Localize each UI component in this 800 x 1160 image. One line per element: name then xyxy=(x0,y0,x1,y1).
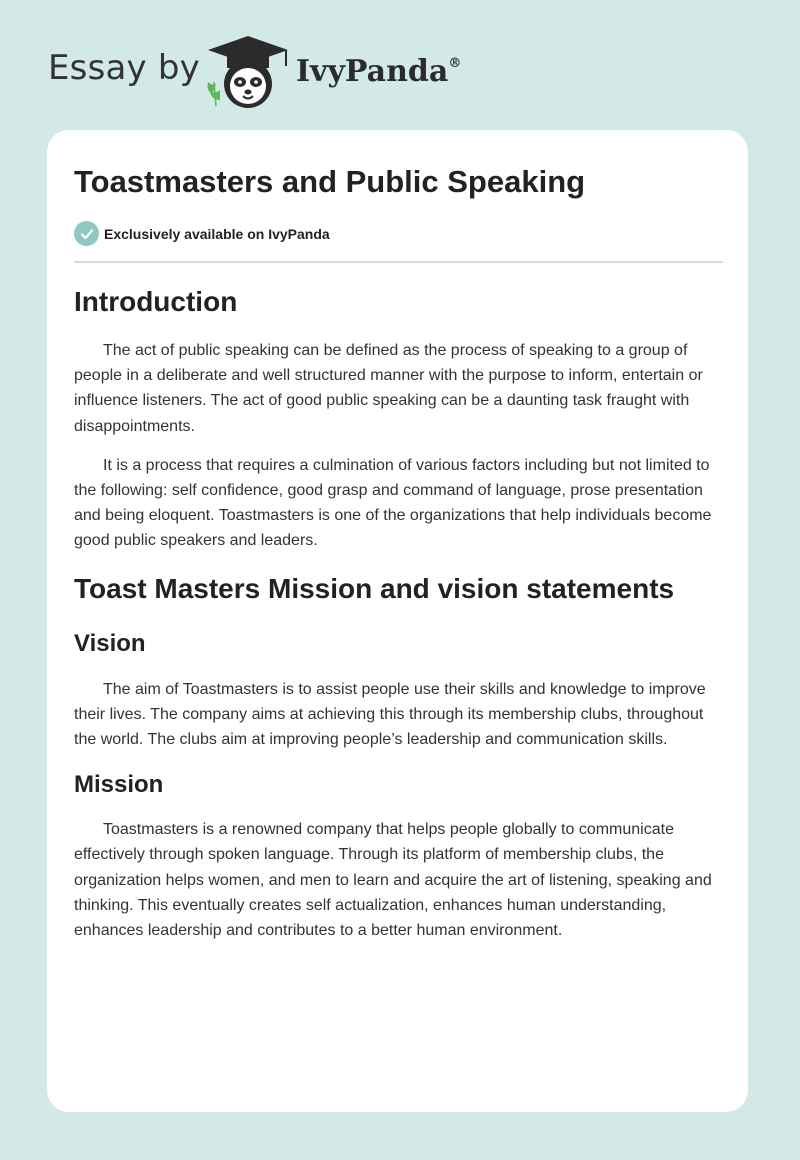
mission-vision-heading: Toast Masters Mission and vision statements xyxy=(74,572,675,604)
vision-paragraph: The aim of Toastmasters is to assist people use their skills and knowledge to improve their lives. The company aims at achieving this through its membership clubs, throughout the world. The clubs aim at improving people’s leadership and communication skills. xyxy=(74,680,706,749)
site-header xyxy=(48,34,748,114)
vision-heading: Vision xyxy=(74,629,146,657)
essay-card xyxy=(47,130,748,1112)
mission-heading: Mission xyxy=(74,771,164,799)
essay-by-label: Essay by xyxy=(48,48,200,88)
intro-paragraph-2: It is a process that requires a culmination of various factors including but not limited to the following: self confidence, good grasp and command of language, prose presentation and being eloquent. Toastmasters is one of the organizations that help individuals become good public speakers and leaders. xyxy=(74,456,712,550)
divider xyxy=(74,261,723,263)
check-icon xyxy=(74,221,99,246)
exclusive-badge xyxy=(74,221,330,246)
introduction-heading: Introduction xyxy=(74,286,238,317)
article-body xyxy=(74,280,723,943)
panda-graduate-icon xyxy=(200,34,296,110)
mission-paragraph: Toastmasters is a renowned company that helps people globally to communicate effectively through spoken language. Through its platform of membership clubs, the organization helps women, and men to learn and acquire the art of listening, speaking and thinking. This eventually creates self actualization, enhances human understanding, enhances leadership and contributes to a better human environment. xyxy=(74,821,712,940)
page-title: Toastmasters and Public Speaking xyxy=(74,164,586,199)
brand-name[interactable]: IvyPanda® xyxy=(296,54,462,89)
badge-label: Exclusively available on IvyPanda xyxy=(104,225,330,242)
intro-paragraph-1: The act of public speaking can be defined as the process of speaking to a group of people in a deliberate and well structured manner with the purpose to inform, entertain or influence listeners. The act of good public speaking can be a daunting task fraught with disappointments. xyxy=(74,342,703,435)
